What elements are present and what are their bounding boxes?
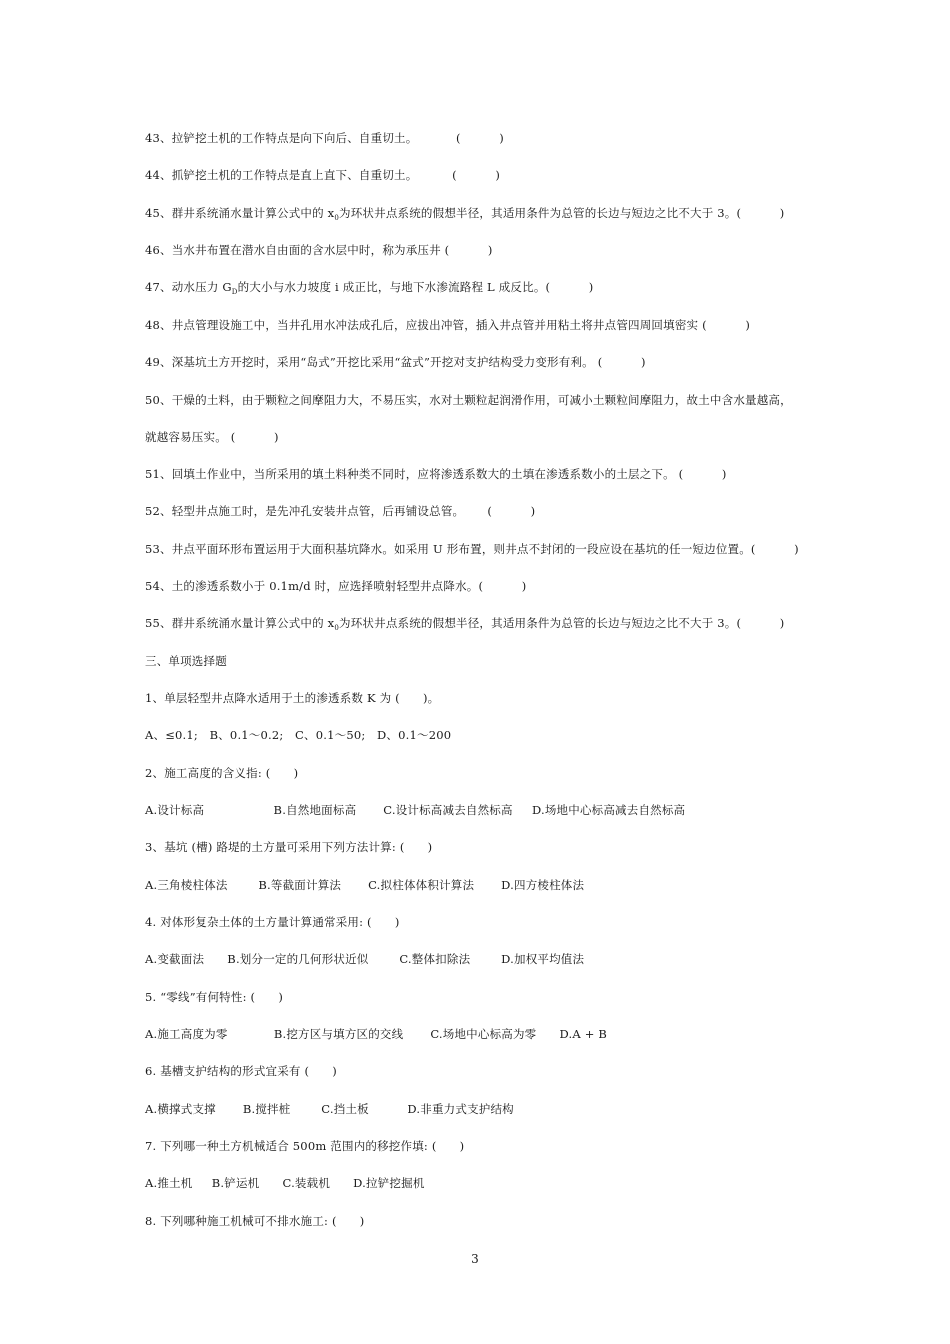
tf-item-48: 48、井点管理设施工中，当井孔用水冲法成孔后，应拔出冲管，插入井点管并用粘土将井点管四周回填密实 ( ) — [145, 318, 751, 332]
options-6: A.横撑式支撑 B.搅拌桩 C.挡土板 D.非重力式支护结构 — [145, 1102, 514, 1116]
tf-item-51: 51、回填土作业中，当所采用的填土料种类不同时，应将渗透系数大的土填在渗透系数小的土层之下。 ( ) — [145, 467, 727, 481]
question-2: 2、施工高度的含义指: ( ) — [145, 766, 299, 780]
tf-item-50: 50、干燥的土料，由于颗粒之间摩阻力大，不易压实，水对土颗粒起润滑作用，可减小土颗粒间摩阻力，故土中含水量越高， — [145, 393, 792, 407]
page-number: 3 — [471, 1252, 479, 1266]
question-4: 4. 对体形复杂土体的土方量计算通常采用: ( ) — [145, 915, 400, 929]
question-7: 7. 下列哪一种土方机械适合 500m 范围内的移挖作填: ( ) — [145, 1139, 465, 1153]
question-8: 8. 下列哪种施工机械可不排水施工: ( ) — [145, 1214, 365, 1228]
tf-item-47: 47、动水压力 $G_D$的大小与水力坡度 i 成正比，与地下水渗流路程 L 成反比。( ) — [145, 280, 594, 296]
tf-item-45: 45、群井系统涌水量计算公式中的 $x_0$为环状井点系统的假想半径，其适用条件为总管的长边与短边之比不大于 3。( ) — [145, 206, 785, 222]
options-1: A、≤0.1; B、0.1～0.2; C、0.1～50; D、0.1～200 — [145, 728, 452, 742]
options-4: A.变截面法 B.划分一定的几何形状近似 C.整体扣除法 D.加权平均值法 — [145, 952, 585, 966]
options-7: A.推土机 B.铲运机 C.装载机 D.拉铲挖掘机 — [145, 1176, 425, 1190]
question-6: 6. 基槽支护结构的形式宜采有 ( ) — [145, 1064, 337, 1078]
tf-item-55: 55、群井系统涌水量计算公式中的 $x_0$为环状井点系统的假想半径，其适用条件为总管的长边与短边之比不大于 3。( ) — [145, 616, 785, 632]
tf-item-54: 54、土的渗透系数小于 0.1m/d 时，应选择喷射轻型井点降水。( ) — [145, 579, 527, 593]
options-3: A.三角棱柱体法 B.等截面计算法 C.拟柱体体积计算法 D.四方棱柱体法 — [145, 878, 585, 892]
options-2: A.设计标高 B.自然地面标高 C.设计标高减去自然标高 D.场地中心标高减去自然标高 — [145, 803, 686, 817]
question-1: 1、单层轻型井点降水适用于土的渗透系数 K 为 ( )。 — [145, 691, 440, 705]
options-5: A.施工高度为零 B.挖方区与填方区的交线 C.场地中心标高为零 D.A + B — [145, 1027, 608, 1041]
tf-item-46: 46、当水井布置在潜水自由面的含水层中时，称为承压井 ( ) — [145, 243, 493, 257]
question-3: 3、基坑 (槽) 路堤的土方量可采用下列方法计算: ( ) — [145, 840, 433, 854]
tf-item-43: 43、拉铲挖土机的工作特点是向下向后、自重切土。 ( ) — [145, 131, 504, 145]
tf-item-49: 49、深基坑土方开挖时，采用“岛式”开挖比采用“盆式”开挖对支护结构受力变形有利。 ( ) — [145, 355, 646, 369]
tf-item-52: 52、轻型井点施工时，是先冲孔安装井点管，后再铺设总管。 ( ) — [145, 504, 536, 518]
tf-item-53: 53、井点平面环形布置运用于大面积基坑降水。如采用 U 形布置，则井点不封闭的一段应设在基坑的任一短边位置。( ) — [145, 542, 799, 556]
section-title: 三、单项选择题 — [145, 654, 227, 668]
tf-item-44: 44、抓铲挖土机的工作特点是直上直下、自重切土。 ( ) — [145, 168, 501, 182]
tf-item-50-cont: 就越容易压实。 ( ) — [145, 430, 279, 444]
question-5: 5. “零线”有何特性: ( ) — [145, 990, 284, 1004]
